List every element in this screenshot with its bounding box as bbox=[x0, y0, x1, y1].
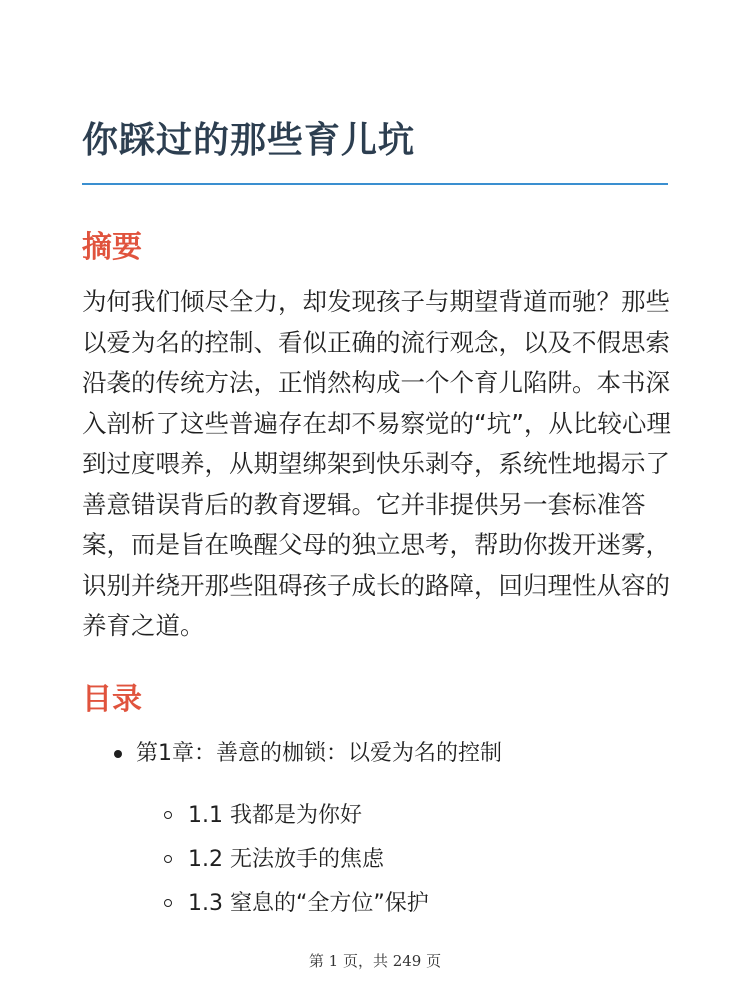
toc-section-item bbox=[82, 794, 682, 838]
abstract-paragraph: 为何我们倾尽全力，却发现孩子与期望背道而驰？那些以爱为名的控制、看似正确的流行观念，以及不假思索沿袭的传统方法，正悄然构成一个个育儿陷阱。本书深入剖析了这些普遍存在却不易察觉的“坑”，从比较心理到过度喂养，从期望绑架到快乐剥夺，系统性地揭示了善意错误背后的教育逻辑。它并非提供另一套标准答案，而是旨在唤醒父母的独立思考，帮助你拨开迷雾，识别并绕开那些阻碍孩子成长的路障，回归理性从容的养育之道。 bbox=[82, 287, 671, 640]
page-number-footer: 第 1 页，共 249 页 bbox=[308, 952, 442, 970]
bullet-circle-icon bbox=[164, 899, 172, 907]
toc-section-label: 1.2 无法放手的焦虑 bbox=[188, 847, 384, 872]
toc-section-item bbox=[82, 882, 682, 926]
bullet-circle-icon bbox=[164, 811, 172, 819]
toc-chapter-row bbox=[82, 730, 682, 778]
table-of-contents bbox=[82, 730, 682, 916]
toc-chapter-label: 第1章：善意的枷锁：以爱为名的控制 bbox=[136, 741, 502, 766]
toc-section-label: 1.3 窒息的“全方位”保护 bbox=[188, 891, 429, 916]
toc-section-list bbox=[82, 794, 682, 926]
document-title: 你踩过的那些育儿坑 bbox=[82, 120, 416, 161]
bullet-circle-icon bbox=[164, 855, 172, 863]
toc-section-label: 1.1 我都是为你好 bbox=[188, 803, 362, 828]
bullet-disc-icon bbox=[114, 750, 122, 758]
title-divider bbox=[82, 183, 668, 185]
abstract-heading: 摘要 bbox=[82, 230, 142, 265]
toc-section-item bbox=[82, 838, 682, 882]
toc-heading: 目录 bbox=[82, 682, 142, 717]
toc-chapter-item bbox=[82, 730, 682, 916]
